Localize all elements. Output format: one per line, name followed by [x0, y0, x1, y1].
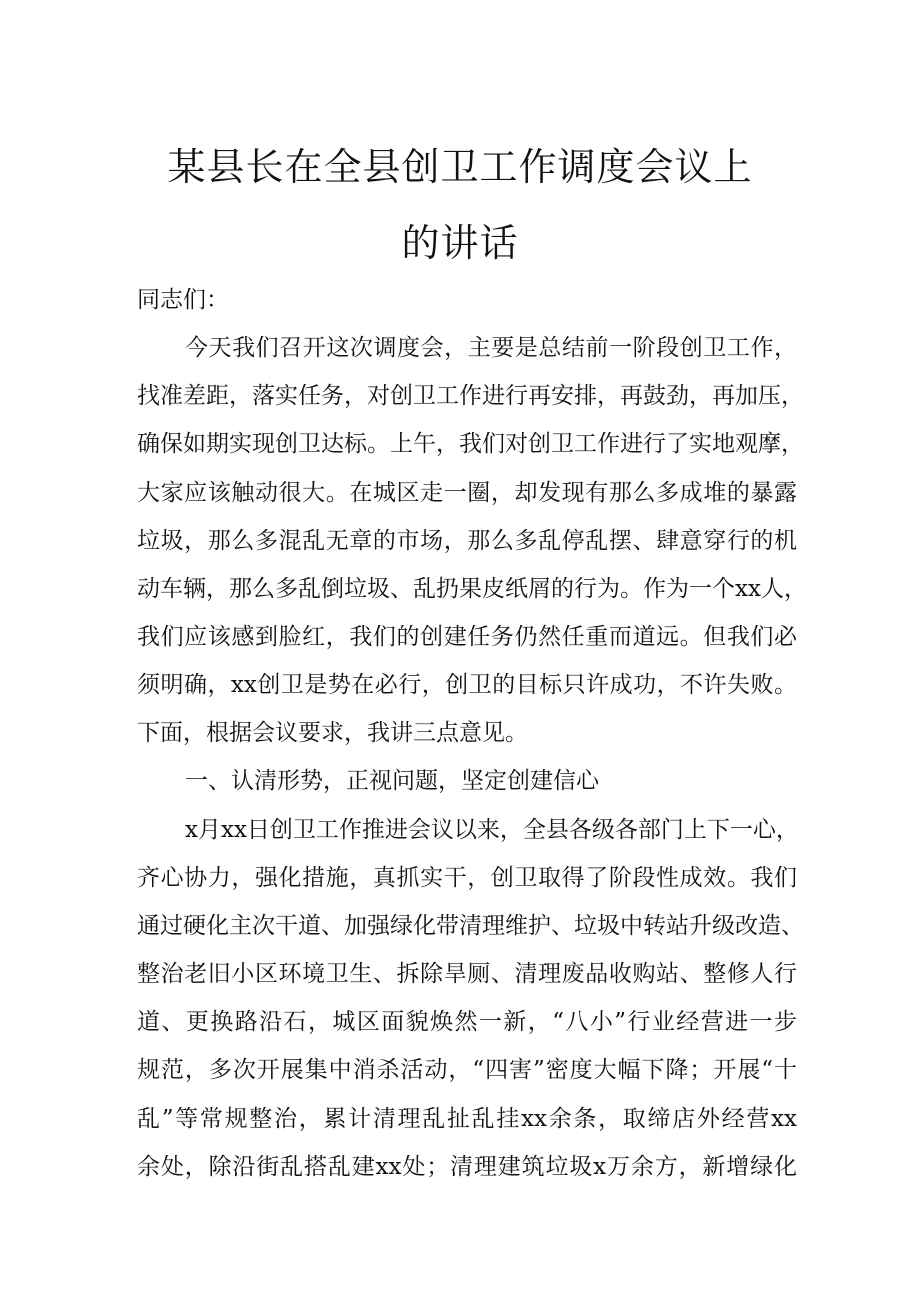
paragraph-1-line: 大家应该触动很大。在城区走一圈，却发现有那么多成堆的暴露 [137, 480, 797, 506]
paragraph-2-line: 规范，多次开展集中消杀活动，“四害”密度大幅下降；开展“十 [137, 1057, 797, 1083]
document-title-line-1: 某县长在全县创卫工作调度会议上 [167, 145, 753, 189]
paragraph-1-line: 今天我们召开这次调度会，主要是总结前一阶段创卫工作， [185, 335, 797, 361]
paragraph-2-line: 通过硬化主次干道、加强绿化带清理维护、垃圾中转站升级改造、 [137, 913, 804, 939]
paragraph-2-line: 道、更换路沿石，城区面貌焕然一新，“八小”行业经营进一步 [137, 1009, 797, 1035]
document-title-line-2: 的讲话 [401, 221, 519, 265]
paragraph-1-line: 下面，根据会议要求，我讲三点意见。 [137, 720, 528, 746]
paragraph-2-line: 乱”等常规整治，累计清理乱扯乱挂xx余条，取缔店外经营xx [137, 1106, 797, 1132]
section-1-heading: 一、认清形势，正视问题，坚定创建信心 [185, 768, 599, 794]
paragraph-1-line: 垃圾，那么多混乱无章的市场，那么多乱停乱摆、肆意穿行的机 [137, 528, 797, 554]
paragraph-1-line: 确保如期实现创卫达标。上午，我们对创卫工作进行了实地观摩， [137, 431, 804, 457]
paragraph-1-line: 动车辆，那么多乱倒垃圾、乱扔果皮纸屑的行为。作为一个xx人， [137, 576, 807, 602]
paragraph-2-line: 整治老旧小区环境卫生、拆除旱厕、清理废品收购站、整修人行 [137, 961, 797, 987]
paragraph-1-line: 须明确，xx创卫是势在必行，创卫的目标只许成功，不许失败。 [137, 672, 797, 698]
paragraph-1-line: 找准差距，落实任务，对创卫工作进行再安排，再鼓劲，再加压， [137, 383, 804, 409]
paragraph-1-line: 我们应该感到脸红，我们的创建任务仍然任重而道远。但我们必 [137, 624, 797, 650]
paragraph-2-line: 齐心协力，强化措施，真抓实干，创卫取得了阶段性成效。我们 [137, 865, 797, 891]
paragraph-2-line: x月xx日创卫工作推进会议以来，全县各级各部门上下一心， [185, 817, 799, 843]
salutation: 同志们： [137, 287, 229, 313]
paragraph-2-line: 余处，除沿街乱搭乱建xx处；清理建筑垃圾x万余方，新增绿化 [137, 1154, 797, 1180]
